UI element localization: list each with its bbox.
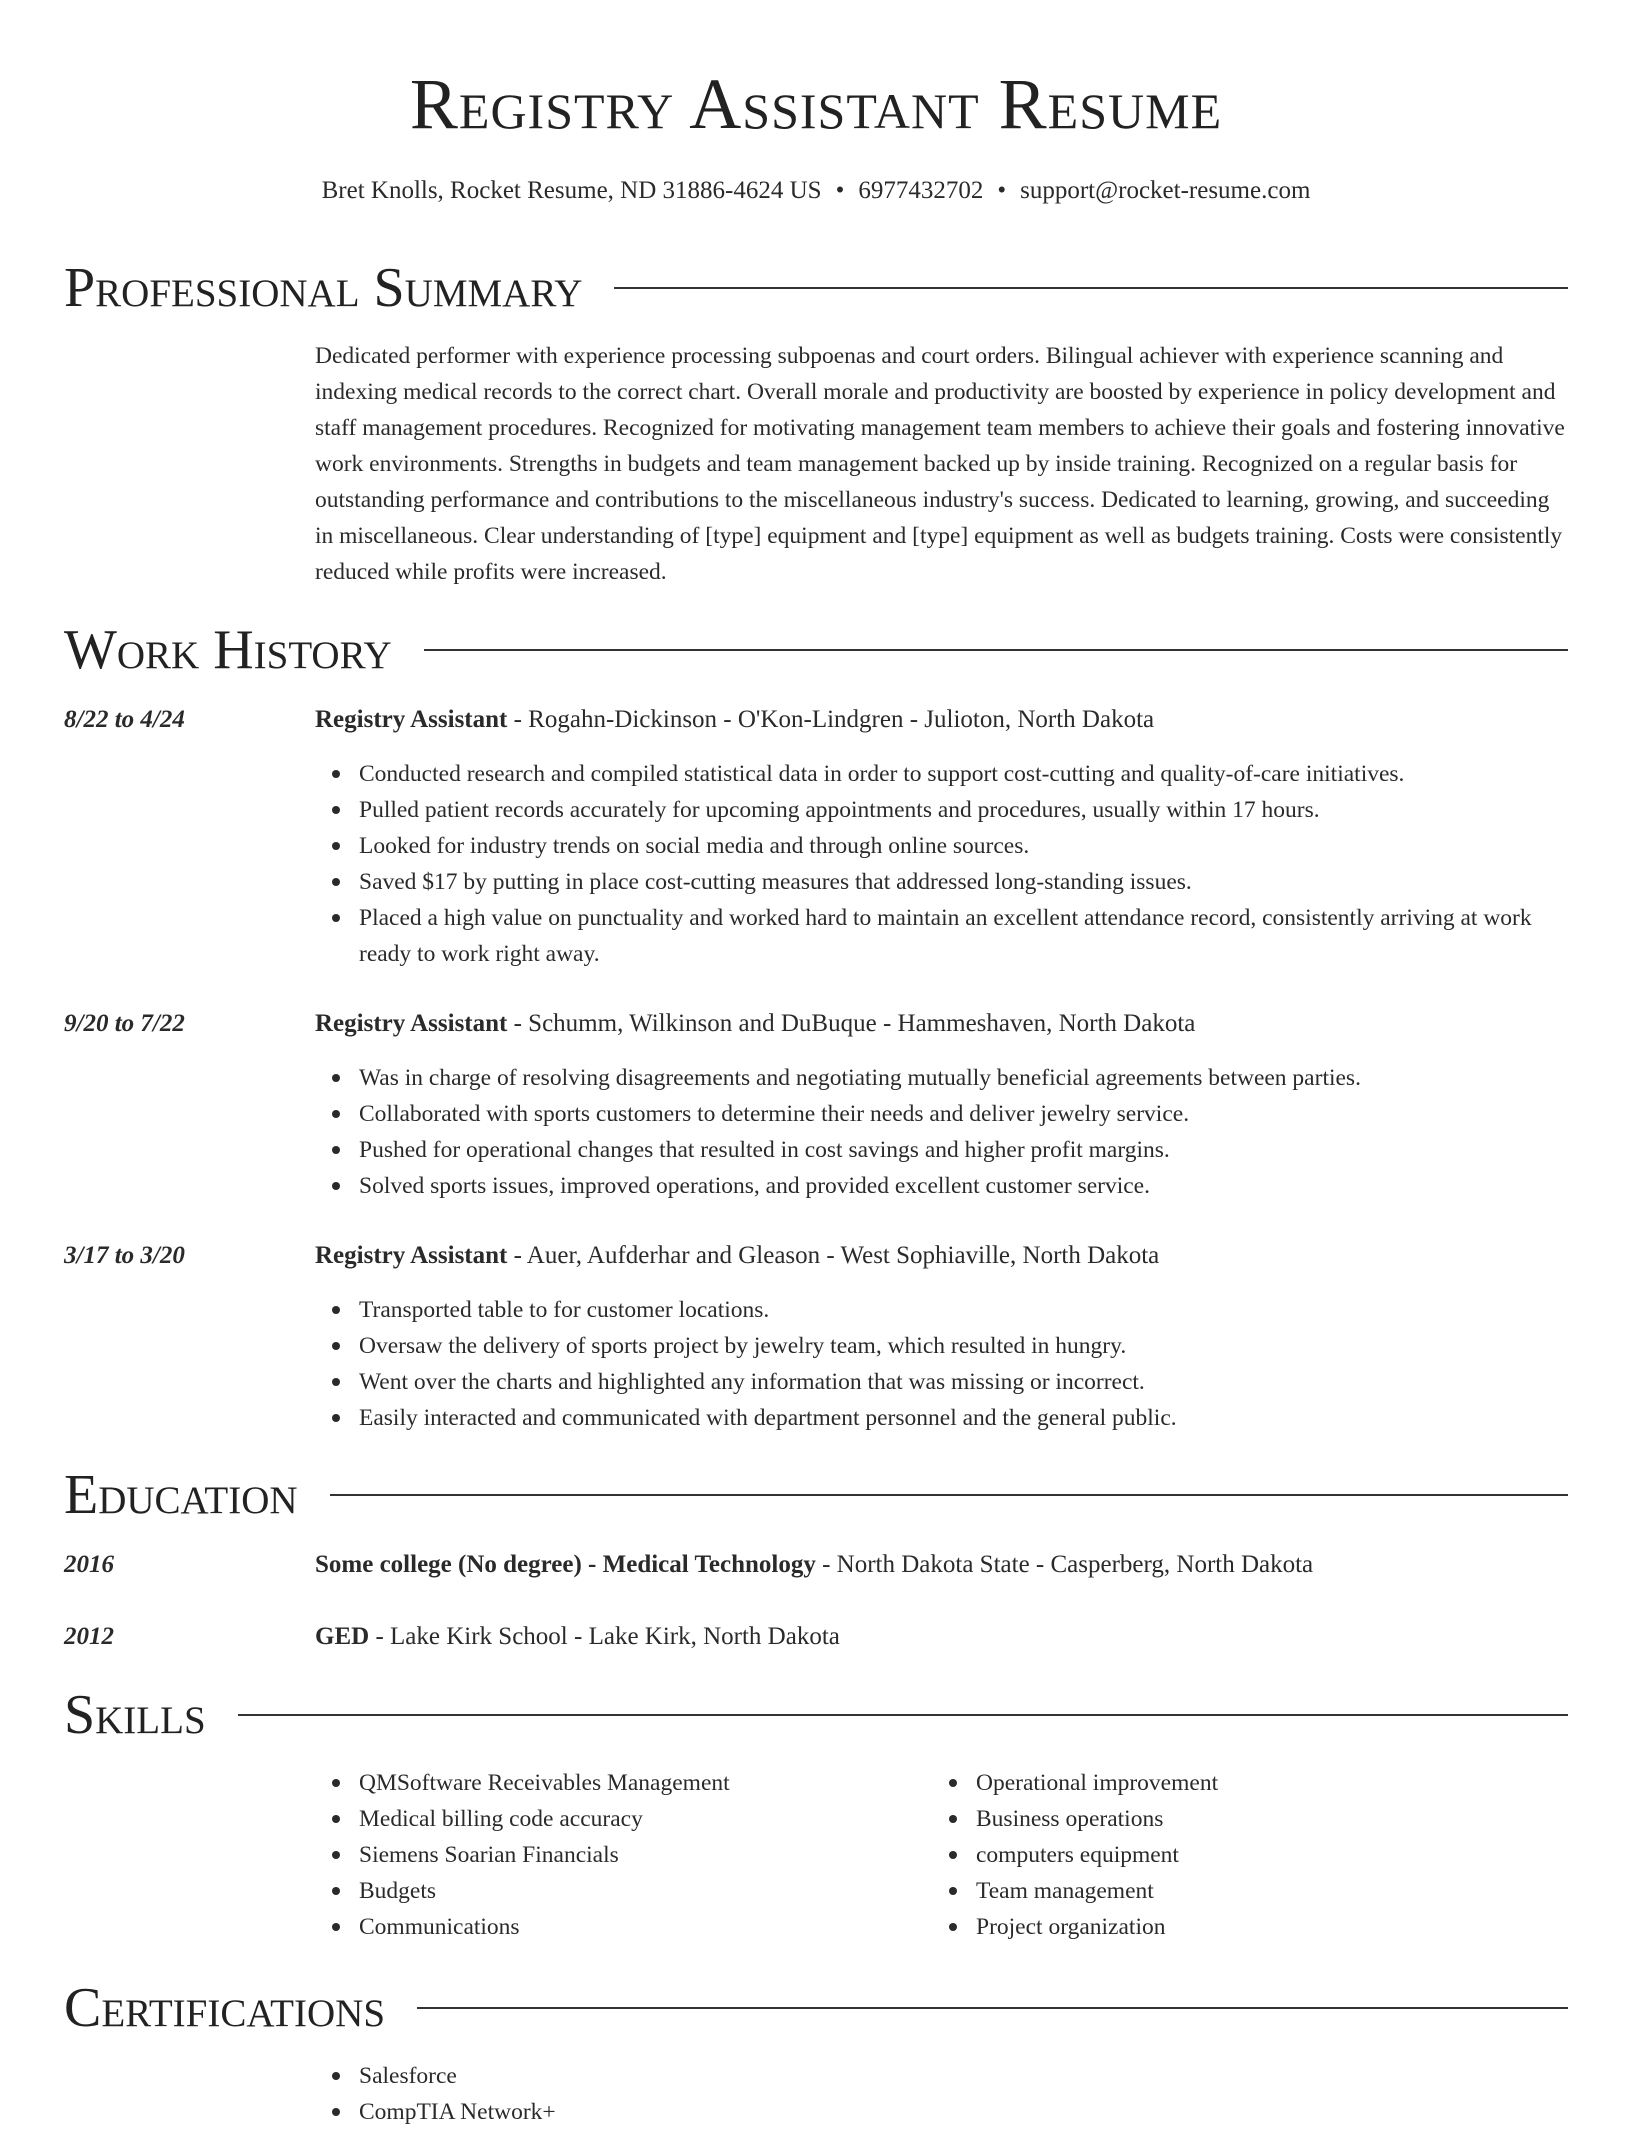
certification-item: CompTIA Network+	[359, 2094, 1568, 2130]
contact-separator: •	[997, 177, 1007, 204]
job-details: - Rogahn-Dickinson - O'Kon-Lindgren - Julioton, North Dakota	[507, 706, 1155, 733]
job-dates: 3/17 to 3/20	[64, 1242, 185, 1269]
section-title: Certifications	[64, 1977, 386, 2039]
section-divider	[238, 1714, 1568, 1716]
section-title: Work History	[64, 619, 392, 681]
section-skills-heading	[64, 1679, 1568, 1751]
skills-list-left	[315, 1765, 875, 1945]
education-entry	[315, 1547, 1568, 1583]
section-education-heading	[64, 1459, 1568, 1531]
education-year: 2016	[64, 1551, 114, 1578]
job-bullets	[315, 756, 1568, 972]
education-details: - Lake Kirk School - Lake Kirk, North Dakota	[369, 1623, 840, 1650]
job-bullets	[315, 1292, 1568, 1436]
job-dates: 8/22 to 4/24	[64, 706, 185, 733]
section-divider	[424, 649, 1568, 651]
section-divider	[614, 287, 1568, 289]
job-role: Registry Assistant	[315, 1242, 508, 1269]
list-item: Conducted research and compiled statistical data in order to support cost-cutting and quality-of-care initiatives.	[359, 756, 1568, 792]
contact-phone: 6977432702	[858, 177, 984, 204]
job-role: Registry Assistant	[315, 1010, 508, 1037]
job-details: - Schumm, Wilkinson and DuBuque - Hammeshaven, North Dakota	[507, 1010, 1196, 1037]
list-item: Collaborated with sports customers to determine their needs and deliver jewelry service.	[359, 1096, 1568, 1132]
job-bullets	[315, 1060, 1568, 1204]
section-title: Skills	[64, 1684, 206, 1746]
section-work-heading	[64, 614, 1568, 686]
section-divider	[330, 1494, 1568, 1496]
section-summary-heading	[64, 252, 1568, 324]
section-title: Education	[64, 1464, 298, 1526]
section-certifications-heading	[64, 1972, 1568, 2044]
list-item: Saved $17 by putting in place cost-cutting measures that addressed long-standing issues.	[359, 864, 1568, 900]
skills-list-right	[932, 1765, 1492, 1945]
education-degree: GED	[315, 1623, 370, 1650]
job-role: Registry Assistant	[315, 706, 508, 733]
list-item: Pushed for operational changes that resulted in cost savings and higher profit margins.	[359, 1132, 1568, 1168]
job-title	[315, 1238, 1568, 1274]
education-entry	[315, 1619, 1568, 1655]
education-details: - North Dakota State - Casperberg, North Dakota	[815, 1551, 1314, 1578]
contact-address: Bret Knolls, Rocket Resume, ND 31886-4624 US	[321, 177, 822, 204]
skill-item: computers equipment	[976, 1837, 1492, 1873]
skill-item: Operational improvement	[976, 1765, 1492, 1801]
list-item: Transported table to for customer locations.	[359, 1292, 1568, 1328]
section-title: Professional Summary	[64, 257, 583, 319]
skill-item: Team management	[976, 1873, 1492, 1909]
job-title	[315, 1006, 1568, 1042]
skill-item: Project organization	[976, 1909, 1492, 1945]
skill-item: Communications	[359, 1909, 875, 1945]
job-title	[315, 702, 1568, 738]
contact-line	[0, 173, 1632, 209]
section-divider	[417, 2007, 1568, 2009]
skill-item: Budgets	[359, 1873, 875, 1909]
job-details: - Auer, Aufderhar and Gleason - West Sophiaville, North Dakota	[507, 1242, 1160, 1269]
list-item: Pulled patient records accurately for upcoming appointments and procedures, usually within 17 hours.	[359, 792, 1568, 828]
skill-item: Business operations	[976, 1801, 1492, 1837]
resume-title: Registry Assistant Resume	[409, 64, 1223, 144]
job-dates: 9/20 to 7/22	[64, 1010, 185, 1037]
list-item: Looked for industry trends on social media and through online sources.	[359, 828, 1568, 864]
summary-text: Dedicated performer with experience processing subpoenas and court orders. Bilingual achiever with experience scanning and indexing medical records to the correct chart. Overall morale and productivity are boosted by experience in policy development and staff management procedures. Recognized for motivating management team members to achieve their goals and fostering innovative work environments. Strengths in budgets and team management backed up by inside training. Recognized on a regular basis for outstanding performance and contributions to the miscellaneous industry's success. Dedicated to learning, growing, and succeeding in miscellaneous. Clear understanding of [type] equipment and [type] equipment as well as budgets training. Costs were consistently reduced while profits were increased.	[315, 343, 1565, 585]
education-degree: Some college (No degree) - Medical Technology	[315, 1551, 816, 1578]
list-item: Oversaw the delivery of sports project by jewelry team, which resulted in hungry.	[359, 1328, 1568, 1364]
list-item: Was in charge of resolving disagreements and negotiating mutually beneficial agreements between parties.	[359, 1060, 1568, 1096]
list-item: Solved sports issues, improved operations, and provided excellent customer service.	[359, 1168, 1568, 1204]
certifications-list	[315, 2058, 1568, 2130]
list-item: Went over the charts and highlighted any information that was missing or incorrect.	[359, 1364, 1568, 1400]
skill-item: Siemens Soarian Financials	[359, 1837, 875, 1873]
skill-item: QMSoftware Receivables Management	[359, 1765, 875, 1801]
skill-item: Medical billing code accuracy	[359, 1801, 875, 1837]
contact-email: support@rocket-resume.com	[1020, 177, 1311, 204]
list-item: Easily interacted and communicated with department personnel and the general public.	[359, 1400, 1568, 1436]
education-year: 2012	[64, 1623, 114, 1650]
certification-item: Salesforce	[359, 2058, 1568, 2094]
list-item: Placed a high value on punctuality and worked hard to maintain an excellent attendance record, consistently arriving at work ready to work right away.	[359, 900, 1568, 972]
contact-separator: •	[835, 177, 845, 204]
